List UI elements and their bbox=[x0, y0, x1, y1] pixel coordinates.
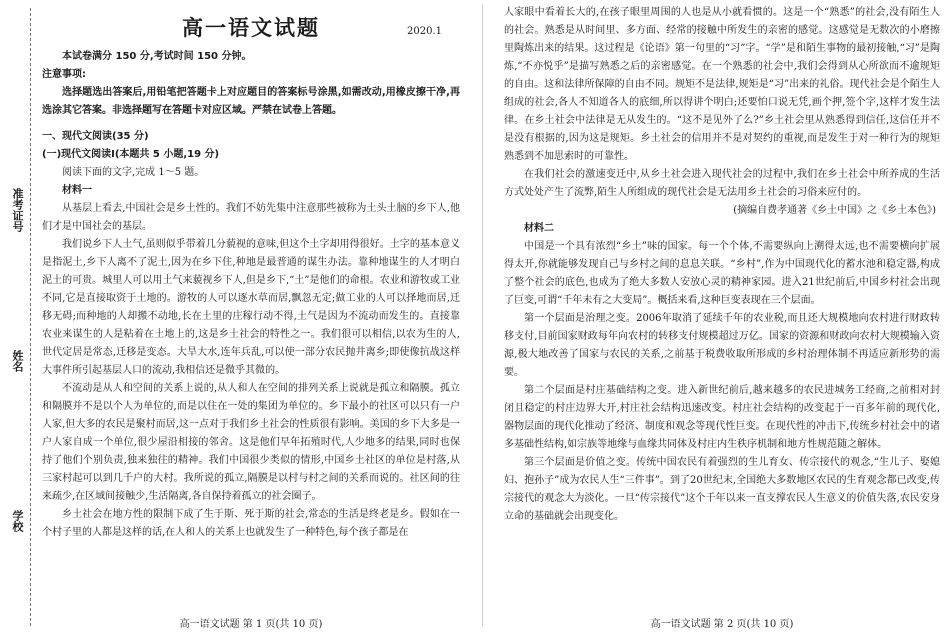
material-2-label: 材料二 bbox=[524, 223, 554, 234]
binding-cut-line bbox=[30, 8, 31, 626]
paragraph: 从基层上看去,中国社会是乡土性的。我们不妨先集中注意那些被称为土头土脑的乡下人,他们才是中国社会的基层。 bbox=[42, 203, 460, 232]
score-info: 本试卷满分 150 分,考试时间 150 分钟。 bbox=[62, 51, 252, 62]
paragraph: 第二个层面是村庄基础结构之变。进入新世纪前后,越来越多的农民进城务工经商,之前相对封闭且稳定的村庄边界大开,村庄社会结构迅速改变。村庄社会结构的改变起于一百多年前的现代化,器物层面的现代化推动了经济、制度和观念等现代性巨变。在现代性的冲击下,传统乡村社会中的诸多基础性结构,如宗族等地缘与血缘共同体及村庄内生秩序机制和地方性规范随之解体。 bbox=[504, 385, 940, 450]
paragraph: 乡土社会在地方性的限制下成了生于斯、死于斯的社会,常态的生活是终老是乡。假如在一个村子里的人都是这样的话,在人和人的关系上也就发生了一种特色,每个孩子都是在 bbox=[42, 509, 460, 538]
page-2 bbox=[504, 0, 940, 634]
paragraph: 中国是一个具有浓烈“乡土”味的国家。每一个个体,不需要纵向上溯得太远,也不需要横向扩展得太开,你就能够发现自己与乡村之间的息息关联。“乡村”,作为中国现代化的蓄水池和稳定器,构成了整个社会的底色,也成为了绝大多数人安放心灵的精神家园。进入21世纪前后,中国乡村社会出现了巨变,可谓“千年未有之大变局”。概括来看,这种巨变表现在三个层面。 bbox=[504, 241, 940, 306]
binding-margin bbox=[0, 0, 36, 634]
paragraph: 第一个层面是治理之变。2006年取消了延续千年的农业税,而且还大规模地向农村进行财政转移支付,目前国家财政每年向农村的转移支付规模超过万亿。国家的资源和财政向农村大规模输入资源,极大地改善了国家与农民的关系,之前基于税费收取所形成的乡村治理体制不再适应新形势的需要。 bbox=[504, 313, 940, 378]
section-heading: 一、现代文阅读(35 分) bbox=[42, 131, 149, 142]
admission-number-label: 准考证号 bbox=[11, 188, 24, 232]
page-footer: 高一语文试题 第 1 页(共 10 页) bbox=[179, 619, 323, 630]
notes-text: 选择题选出答案后,用铅笔把答题卡上对应题目的答案标号涂黑,如需改动,用橡皮擦干净,再选涂其它答案。非选择题写在答题卡对应区域。严禁在试卷上答题。 bbox=[42, 87, 460, 116]
notes-heading: 注意事项: bbox=[42, 69, 86, 80]
title-row bbox=[42, 0, 460, 48]
exam-title: 高一语文试题 bbox=[182, 16, 320, 40]
paragraph: 不流动是从人和空间的关系上说的,从人和人在空间的排列关系上说就是孤立和隔膜。孤立和隔膜并不是以个人为单位的,而是以住在一处的集团为单位的。乡下最小的社区可以只有一户人家,但大多的农民是聚村而居,这一点对于我们乡土社会的性质很有影响。美国的乡下大多是一户人家自成一个单位,很少屋沿相接的邻舍。这是他们早年拓殖时代,人少地多的结果,同时也保持了他们个别负责,独来独往的精神。我们中国很少类似的情形,中国乡土社区的单位是村落,从三家村起可以到几千户的大村。我所说的孤立,隔膜是以村与村之间的关系而说的。社区间的往来疏少,在区域间接触少,生活隔离,各自保持着孤立的社会圈子。 bbox=[42, 383, 460, 502]
exam-date: 2020.1 bbox=[407, 26, 442, 37]
name-label: 姓名 bbox=[11, 350, 24, 372]
reading-instruction: 阅读下面的文字,完成 1～5 题。 bbox=[62, 167, 205, 178]
paragraph: 我们说乡下人土气,虽则似乎带着几分藐视的意味,但这个土字却用得很好。土字的基本意义是指泥土,乡下人离不了泥土,因为在乡下住,种地是最普通的谋生办法。靠种地谋生的人才明白泥土的可贵。城里人可以用土气来藐视乡下人,但是乡下,“土”是他们的命根。农业和游牧或工业不同,它是直接取资于土地的。游牧的人可以逐水草而居,飘忽无定;做工业的人可以择地而居,迁移无碍;而种地的人却搬不动地,长在土里的庄稼行动不得,土气是因为不流动而发生的。直接靠农业来谋生的人是粘着在土地上的,这是乡土社会的特性之一。我们很可以相信,以农为生的人,世代定居是常态,迁移是变态。大旱大水,连年兵乱,可以使一部分农民抛井离乡;即使像抗战这样大事件所引起基层人口的流动,我相信还是微乎其微的。 bbox=[42, 239, 460, 376]
page-footer: 高一语文试题 第 2 页(共 10 页) bbox=[650, 619, 794, 630]
material-1-label: 材料一 bbox=[62, 185, 92, 196]
paragraph: 人家眼中看着长大的,在孩子眼里周围的人也是从小就看惯的。这是一个“熟悉”的社会,没有陌生人的社会。熟悉是从时间里、多方面、经常的接触中所发生的亲密的感觉。这感觉是无数次的小磨擦里陶炼出来的结果。这过程是《论语》第一句里的“习”字。“学”是和陌生事物的最初接触,“习”是陶炼,“不亦悦乎”是描写熟悉之后的亲密感觉。在一个熟悉的社会中,我们会得到从心所欲而不逾规矩的自由。这和法律所保障的自由不同。规矩不是法律,规矩是“习”出来的礼俗。现代社会是个陌生人组成的社会,各人不知道各人的底细,所以得讲个明白;还要怕口说无凭,画个押,签个字,这样才发生法律。在乡土社会中法律是无从发生的。“这不是见外了么?”乡土社会里从熟悉得到信任,这信任并不是没有根据的,因为这是规矩。乡土社会的信用并不是对契约的重视,而是发生于对一种行为的规矩熟悉到不加思索时的可靠性。 bbox=[504, 7, 940, 162]
paragraph: 第三个层面是价值之变。传统中国农民有着强烈的生儿育女、传宗接代的观念,“生儿子、娶媳妇、抱孙子”成为农民人生“三件事”。到了20世纪末,全国绝大多数地区农民的生育观念都已改变,传宗接代的观念大为淡化。一旦“传宗接代”这个千年以来一直支撑农民人生意义的价值失落,农民安身立命的基础就会出现变化。 bbox=[504, 457, 940, 522]
school-label: 学校 bbox=[11, 510, 24, 532]
paragraph: 在我们社会的激速变迁中,从乡土社会进入现代社会的过程中,我们在乡土社会中所养成的生活方式处处产生了流弊,陌生人所组成的现代社会是无法用乡土社会的习俗来应付的。 bbox=[504, 169, 940, 198]
source-citation: (摘编自费孝通著《乡土中国》之《乡土本色》) bbox=[733, 205, 936, 216]
subsection-heading: (一)现代文阅读Ⅰ(本题共 5 小题,19 分) bbox=[42, 149, 220, 160]
page-divider bbox=[482, 4, 483, 626]
page-1 bbox=[42, 0, 460, 634]
